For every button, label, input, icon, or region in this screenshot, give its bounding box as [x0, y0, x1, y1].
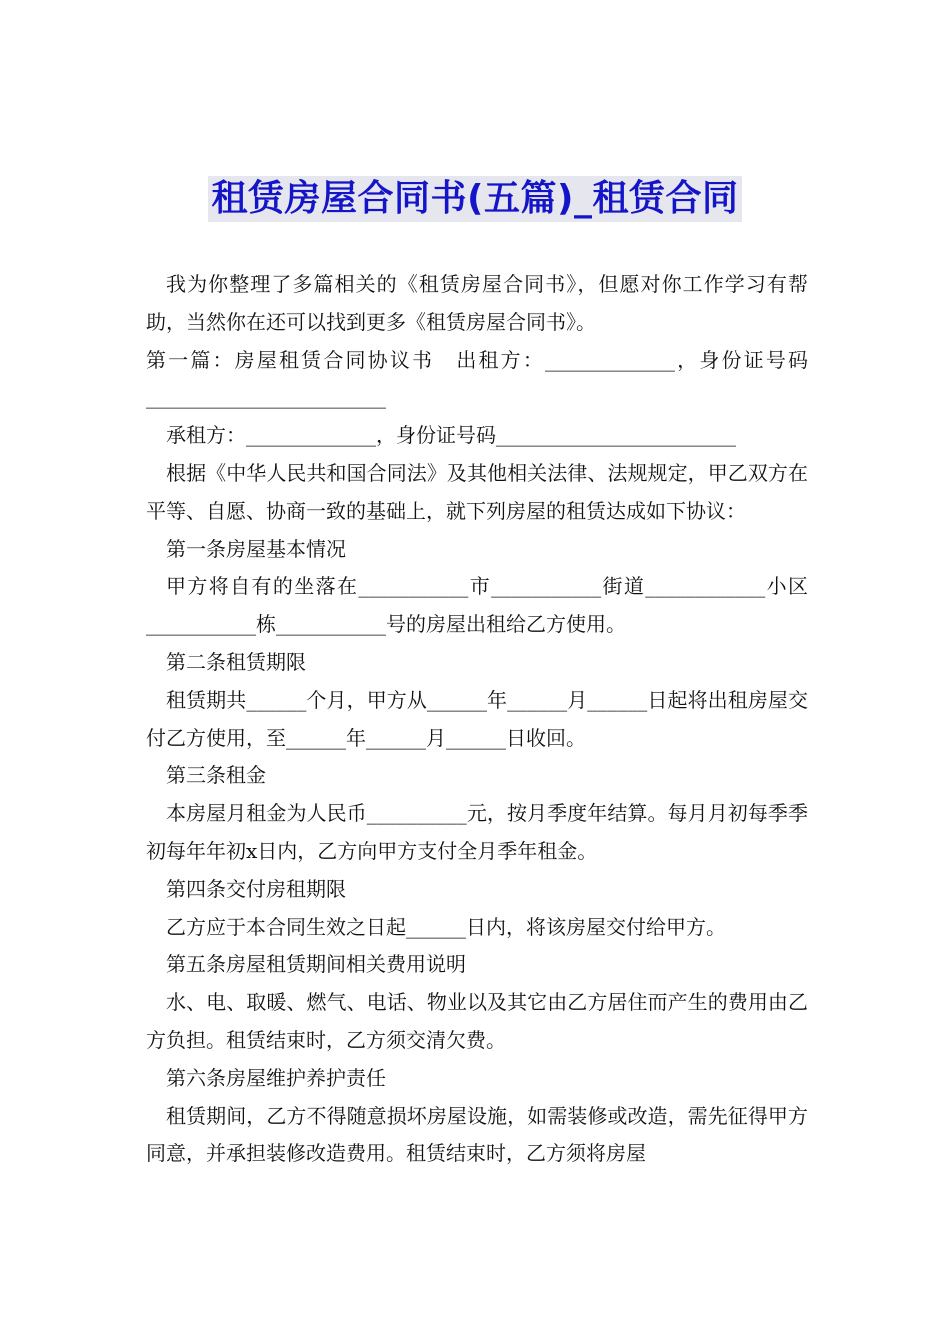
paragraph: 第一篇：房屋租赁合同协议书 出租方：_____________，身份证号码________________________ [146, 347, 808, 410]
section-heading: 第二条租赁期限 [166, 649, 306, 674]
paragraph: 承租方：_____________，身份证号码________________________ [166, 423, 736, 448]
section-heading: 第一条房屋基本情况 [166, 536, 346, 561]
paragraph: 乙方应于本合同生效之日起______日内，将该房屋交付给甲方。 [166, 914, 726, 939]
paragraph: 我为你整理了多篇相关的《租赁房屋合同书》，但愿对你工作学习有帮助，当然你在还可以找到更多《租赁房屋合同书》。 [146, 272, 808, 334]
section-heading: 第三条租金 [166, 763, 266, 788]
paragraph: 租赁期共______个月，甲方从______年______月______日起将出租房屋交付乙方使用，至______年______月______日收回。 [146, 687, 808, 750]
paragraph: 根据《中华人民共和国合同法》及其他相关法律、法规规定，甲乙双方在平等、自愿、协商一致的基础上，就下列房屋的租赁达成如下协议： [146, 460, 808, 523]
document-title: 租赁房屋合同书(五篇)_租赁合同 [208, 176, 743, 222]
paragraph: 租赁期间，乙方不得随意损坏房屋设施，如需装修或改造，需先征得甲方同意，并承担装修改造费用。租赁结束时，乙方须将房屋 [146, 1103, 808, 1166]
section-heading: 第五条房屋租赁期间相关费用说明 [166, 952, 466, 977]
paragraph: 水、电、取暖、燃气、电话、物业以及其它由乙方居住而产生的费用由乙方负担。租赁结束时，乙方须交清欠费。 [146, 990, 808, 1052]
paragraph: 本房屋月租金为人民币__________元，按月季度年结算。每月月初每季季初每年年初x日内，乙方向甲方支付全月季年租金。 [146, 801, 808, 863]
title-container [0, 176, 950, 222]
section-heading: 第六条房屋维护养护责任 [166, 1065, 386, 1090]
document-body [146, 266, 808, 1173]
section-heading: 第四条交付房租期限 [166, 876, 346, 901]
paragraph: 甲方将自有的坐落在___________市___________街道____________小区___________栋___________号的房屋出租给乙方使用。 [146, 574, 808, 637]
